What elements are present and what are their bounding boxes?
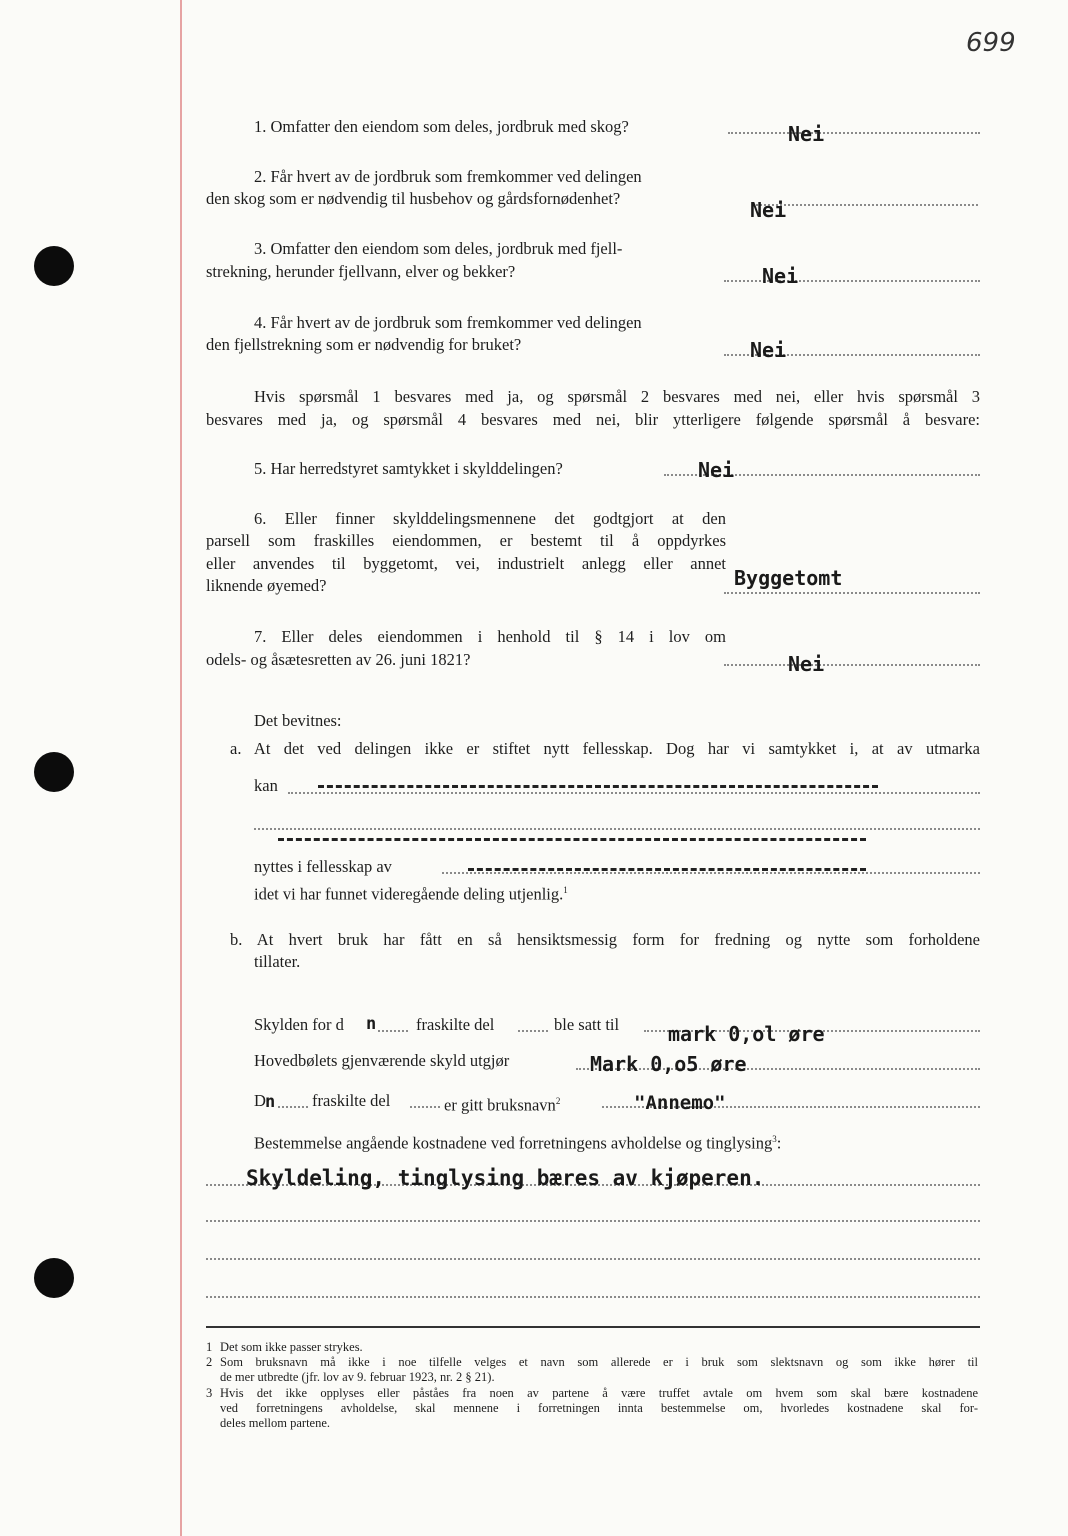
witness-nyttes-label: nyttes i fellesskap av	[254, 857, 392, 876]
question-3-text: strekning, herunder fjellvann, elver og bekker?	[206, 262, 516, 281]
answer-line	[724, 664, 980, 666]
footnote-number: 1	[206, 1340, 213, 1354]
question-7-answer: Nei	[788, 652, 825, 676]
question-2-text: 2. Får hvert av de jordbruk som fremkommer ved delingen	[254, 167, 642, 186]
fill-line	[518, 1030, 548, 1032]
question-4-text: den fjellstrekning som er nødvendig for bruket?	[206, 335, 522, 354]
question-5-text: 5. Har herredstyret samtykket i skylddelingen?	[254, 459, 563, 478]
bruksnavn-label-1: D	[254, 1091, 266, 1110]
kostnad-label	[254, 1128, 781, 1155]
question-2-text: den skog som er nødvendig til husbehov og gårdsfornødenhet?	[206, 189, 621, 208]
footnote-text: de mer utbredte (jfr. lov av 9. februar 1923, nr. 2 § 21).	[220, 1370, 495, 1384]
skyld-label-1: Skylden for d	[254, 1015, 344, 1034]
footnote-text: ved forretningens avholdelse, skal mennene i forretningen innta bestemmelse om, hvorledes kostnadene skal for-	[220, 1401, 978, 1415]
strike-through-line	[278, 838, 866, 841]
condition-text: Hvis spørsmål 1 besvares med ja, og spørsmål 2 besvares med nei, eller hvis spørsmål 3	[254, 387, 980, 406]
skyld-fill-1: n	[366, 1014, 377, 1034]
hoved-value: Mark 0,o5 øre	[590, 1052, 747, 1076]
question-5-answer: Nei	[698, 458, 735, 482]
fill-line	[288, 792, 980, 794]
witness-b-text: tillater.	[254, 952, 301, 971]
witness-b-text: b. At hvert bruk har fått en så hensiktsmessig form for fredning og nytte som forholdene	[230, 930, 980, 949]
skyld-label-2: fraskilte del	[416, 1015, 495, 1034]
fill-line	[206, 1296, 980, 1298]
bruksnavn-value: "Annemo"	[634, 1092, 726, 1114]
question-4-text: 4. Får hvert av de jordbruk som fremkommer ved delingen	[254, 313, 642, 332]
footnote-rule	[206, 1326, 980, 1328]
strike-through-line	[318, 785, 878, 788]
punch-hole	[34, 1258, 74, 1298]
question-1-text: 1. Omfatter den eiendom som deles, jordbruk med skog?	[254, 117, 629, 136]
question-6-text: liknende øyemed?	[206, 576, 327, 595]
question-2-answer: Nei	[750, 198, 787, 222]
punch-hole	[34, 246, 74, 286]
margin-line	[180, 0, 182, 1536]
question-7-text: 7. Eller deles eiendommen i henhold til § 14 i lov om	[254, 627, 726, 646]
bruksnavn-label-3	[444, 1090, 560, 1117]
footnote-number: 2	[206, 1355, 213, 1369]
question-3-text: 3. Omfatter den eiendom som deles, jordbruk med fjell-	[254, 239, 623, 258]
question-6-text: eller anvendes til byggetomt, vei, industrielt anlegg eller annet	[206, 554, 726, 573]
kostnad-value: Skyldeling, tinglysing bæres av kjøperen.	[246, 1166, 765, 1190]
question-6-text: parsell som fraskilles eiendommen, er bestemt til å oppdyrkes	[206, 531, 726, 550]
witness-idet-text	[254, 879, 568, 906]
witness-heading: Det bevitnes:	[254, 711, 342, 730]
fill-line	[206, 1258, 980, 1260]
footnote-ref: 2	[555, 1096, 561, 1106]
kostnad-colon: :	[776, 1133, 782, 1153]
answer-line	[728, 132, 980, 134]
witness-idet-label: idet vi har funnet videregående deling utjenlig.	[254, 884, 564, 904]
fill-line	[206, 1220, 980, 1222]
question-3-answer: Nei	[762, 264, 799, 288]
footnote-number: 3	[206, 1386, 213, 1400]
witness-kan-label: kan	[254, 776, 278, 795]
footnote-text: Hvis det ikke opplyses eller påståes fra noen av partene å være truffet avtale om hvem som skal bære kostnadene	[220, 1386, 978, 1400]
strike-through-line	[468, 868, 866, 871]
question-6-text: 6. Eller finner skylddelingsmennene det godtgjort at den	[254, 509, 726, 528]
footnote-text: Det som ikke passer strykes.	[220, 1340, 363, 1354]
page-number: 699	[966, 28, 1016, 58]
skyld-value: mark 0,ol øre	[668, 1022, 825, 1046]
bruksnavn-label-2: fraskilte del	[312, 1091, 391, 1110]
footnote-ref: 3	[772, 1134, 777, 1144]
question-4-answer: Nei	[750, 338, 787, 362]
answer-line	[724, 592, 980, 594]
bruksnavn-label-3-text: er gitt bruksnavn	[444, 1095, 556, 1115]
question-1-answer: Nei	[788, 122, 825, 146]
fill-line	[254, 828, 980, 830]
fill-line	[378, 1030, 408, 1032]
punch-hole	[34, 752, 74, 792]
hoved-label: Hovedbølets gjenværende skyld utgjør	[254, 1051, 510, 1070]
question-7-text: odels- og åsætesretten av 26. juni 1821?	[206, 650, 471, 669]
fill-line	[410, 1106, 440, 1108]
footnote-text: deles mellom partene.	[220, 1416, 331, 1430]
skyld-label-3: ble satt til	[554, 1015, 620, 1034]
fill-line	[442, 872, 980, 874]
witness-a-text: a. At det ved delingen ikke er stiftet nytt fellesskap. Dog har vi samtykket i, at av utmarka	[230, 739, 980, 758]
fill-line	[278, 1106, 308, 1108]
condition-text: besvares med ja, og spørsmål 4 besvares med nei, blir ytterligere følgende spørsmål å besvare:	[206, 410, 980, 429]
footnote-text: Som bruksnavn må ikke i noe tilfelle velges et navn som allerede er i bruk som slektsnavn og som ikke hører til	[220, 1355, 978, 1369]
footnote-ref: 1	[563, 885, 568, 895]
bruksnavn-fill-1: n	[265, 1092, 276, 1112]
question-6-answer: Byggetomt	[734, 566, 843, 590]
kostnad-label-text: Bestemmelse angående kostnadene ved forretningens avholdelse og tinglysing	[254, 1133, 773, 1153]
